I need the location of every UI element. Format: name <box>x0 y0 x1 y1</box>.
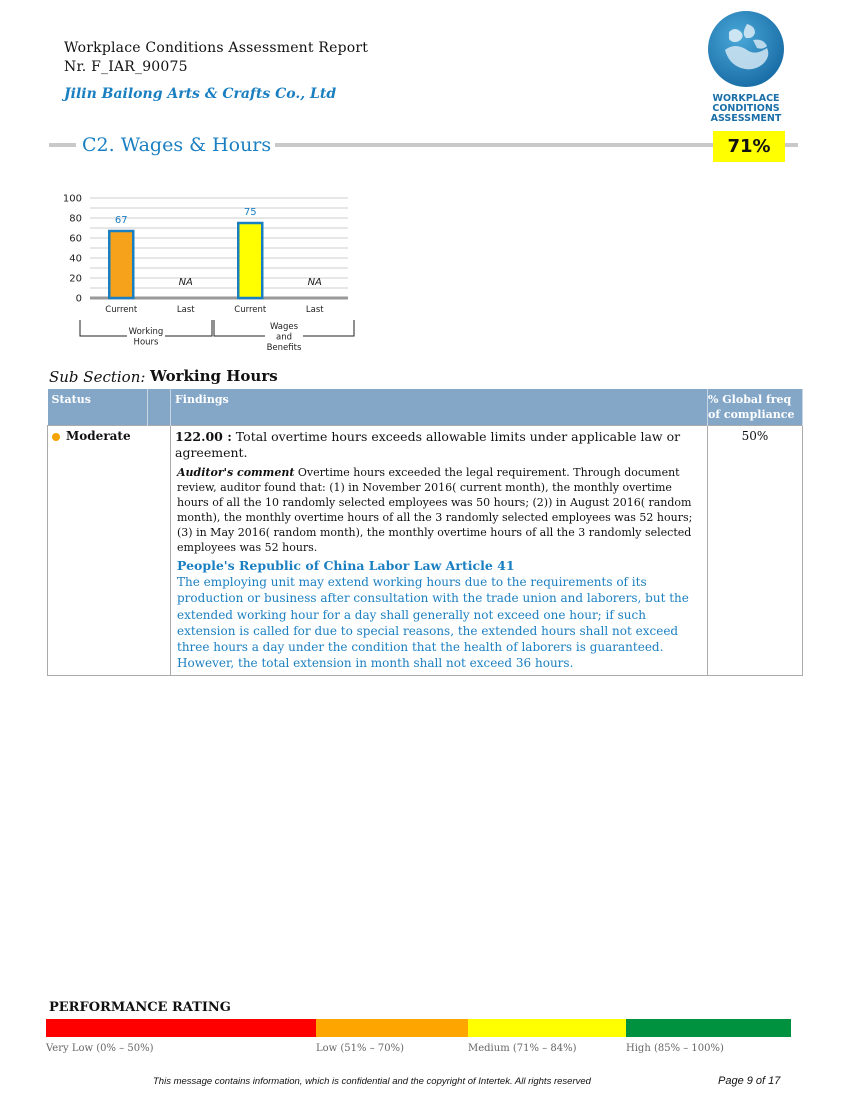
band-high <box>626 1019 791 1037</box>
x-tick-label: Last <box>305 305 324 315</box>
band-low <box>316 1019 468 1037</box>
law-reference-title: People's Republic of China Labor Law Article 41 <box>177 558 515 573</box>
logo-line: CONDITIONS <box>712 103 780 114</box>
group-label: Hours <box>133 337 159 348</box>
y-tick-label: 0 <box>75 293 82 305</box>
data-label: 67 <box>114 215 128 226</box>
bar <box>238 223 262 298</box>
compliance-cell: 50% <box>708 426 803 676</box>
status-label: Moderate <box>66 429 131 443</box>
table-row <box>48 426 803 676</box>
group-bracket <box>303 320 354 336</box>
confidentiality-note: This message contains information, which is confidential and the copyright of Intertek. All rights reserved <box>153 1076 591 1087</box>
report-header <box>64 39 368 77</box>
auditor-comment-text: Overtime hours exceeded the legal requirement. Through document review, auditor found that: (1) in November 2016( current month), the monthly overtime hours of all the 10 randomly selected employees was 50 hours; (2)) in August 2016( random month), the monthly overtime hours of all the 3 randomly selected employees was 52 hours; (3) in May 2016( random month), the monthly overtime hours of all the 3 randomly selected employees was 52 hours. <box>177 466 693 554</box>
y-tick-label: 60 <box>69 233 82 245</box>
subsection-label: Sub Section: <box>49 368 146 386</box>
group-bracket <box>214 320 265 336</box>
globe-logo-icon <box>707 10 785 88</box>
performance-rating-title: PERFORMANCE RATING <box>49 1000 231 1015</box>
data-label: 75 <box>243 207 257 218</box>
finding-code: 122.00 : <box>175 429 232 444</box>
group-bracket <box>80 320 127 336</box>
finding-cell <box>171 426 708 676</box>
auditor-comment <box>175 465 703 555</box>
findings-header: Findings <box>171 389 708 426</box>
subsection-title: Working Hours <box>150 367 278 385</box>
findings-table <box>47 389 803 676</box>
y-tick-label: 40 <box>69 253 82 265</box>
finding-text <box>175 429 703 461</box>
data-label: NA <box>307 277 322 288</box>
blank-header <box>148 389 171 426</box>
score-chart <box>50 186 380 360</box>
bar <box>109 231 133 298</box>
band-label-very-low: Very Low (0% – 50%) <box>46 1043 154 1054</box>
page-number: Page 9 of 17 <box>718 1075 781 1087</box>
x-tick-label: Current <box>234 305 267 315</box>
section-title: C2. Wages & Hours <box>78 134 275 156</box>
y-tick-label: 20 <box>69 273 82 285</box>
band-very-low <box>46 1019 316 1037</box>
report-number: Nr. F_IAR_90075 <box>64 59 188 75</box>
status-header: Status <box>48 389 148 426</box>
company-name: Jilin Bailong Arts & Crafts Co., Ltd <box>64 86 337 102</box>
band-label-low: Low (51% – 70%) <box>316 1043 405 1054</box>
report-title: Workplace Conditions Assessment Report <box>64 40 369 56</box>
finding-description: Total overtime hours exceeds allowable limits under applicable law or agreement. <box>175 429 681 460</box>
law-reference-text: The employing unit may extend working hours due to the requirements of its production or business after consultation with the trade union and laborers, but the extended working hour for a day shall generally not exceed one hour; if such extension is called for due to special reasons, the extended hours shall not exceed three hours a day under the condition that the health of laborers is guaranteed. However, the total extension in month shall not exceed 36 hours. <box>177 575 689 671</box>
status-dot-icon <box>52 433 60 441</box>
group-label: and <box>276 332 292 343</box>
wca-logo <box>706 10 786 122</box>
auditor-comment-label: Auditor's comment <box>177 466 295 479</box>
logo-text <box>706 94 786 124</box>
section-score-badge: 71% <box>713 131 785 162</box>
band-medium <box>468 1019 626 1037</box>
y-tick-label: 80 <box>69 213 82 225</box>
x-tick-label: Current <box>105 305 138 315</box>
logo-line: ASSESSMENT <box>710 113 782 124</box>
section-rule-left <box>49 143 76 147</box>
x-tick-label: Last <box>176 305 195 315</box>
table-header-row <box>48 389 803 426</box>
compliance-header: % Global freq of compliance <box>708 389 803 426</box>
group-label: Working <box>128 327 164 337</box>
band-label-medium: Medium (71% – 84%) <box>468 1043 577 1054</box>
bar-chart <box>50 186 380 356</box>
data-label: NA <box>178 277 193 288</box>
status-cell <box>48 426 171 676</box>
y-tick-label: 100 <box>62 193 82 205</box>
group-label: Benefits <box>266 343 302 353</box>
logo-line: WORKPLACE <box>712 93 780 104</box>
group-bracket <box>165 320 212 336</box>
group-label: Wages <box>269 322 299 332</box>
band-label-high: High (85% – 100%) <box>626 1043 724 1054</box>
